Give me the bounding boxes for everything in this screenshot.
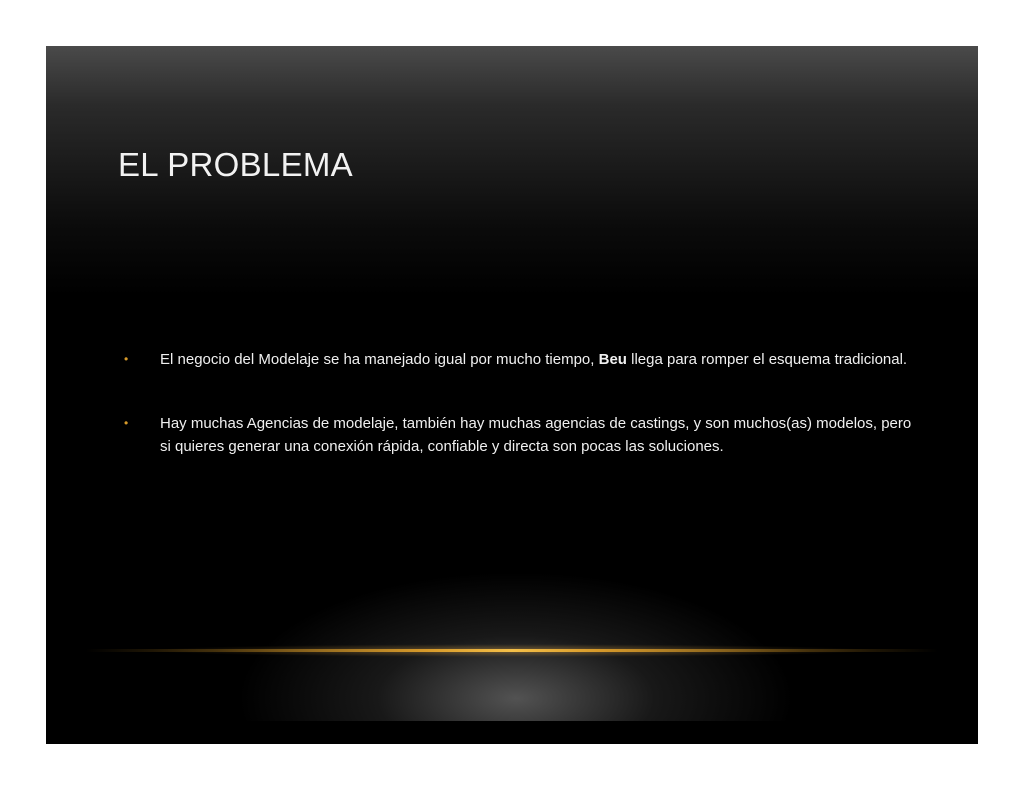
- bullet-text-1a: El negocio del Modelaje se ha manejado igual por mucho tiempo,: [160, 351, 599, 368]
- bullet-text-1b: llega para romper el esquema tradicional.: [626, 351, 908, 368]
- bullet-marker: •: [124, 352, 129, 366]
- brand-name-beu: Beu: [598, 351, 627, 368]
- presentation-slide: [46, 46, 978, 744]
- bullet-marker: •: [124, 416, 129, 430]
- golden-light-line: [86, 649, 938, 652]
- slide-title: EL PROBLEMA: [118, 146, 353, 183]
- bullet-list: [124, 348, 914, 499]
- bullet-text-2: Hay muchas Agencias de modelaje, también hay muchas agencias de castings, y son muchos(as) modelos, pero si quieres generar una conexión rápida, confiable y directa son pocas las soluciones.: [160, 415, 912, 455]
- bullet-item-2: [124, 412, 914, 458]
- bullet-item-1: [124, 348, 914, 371]
